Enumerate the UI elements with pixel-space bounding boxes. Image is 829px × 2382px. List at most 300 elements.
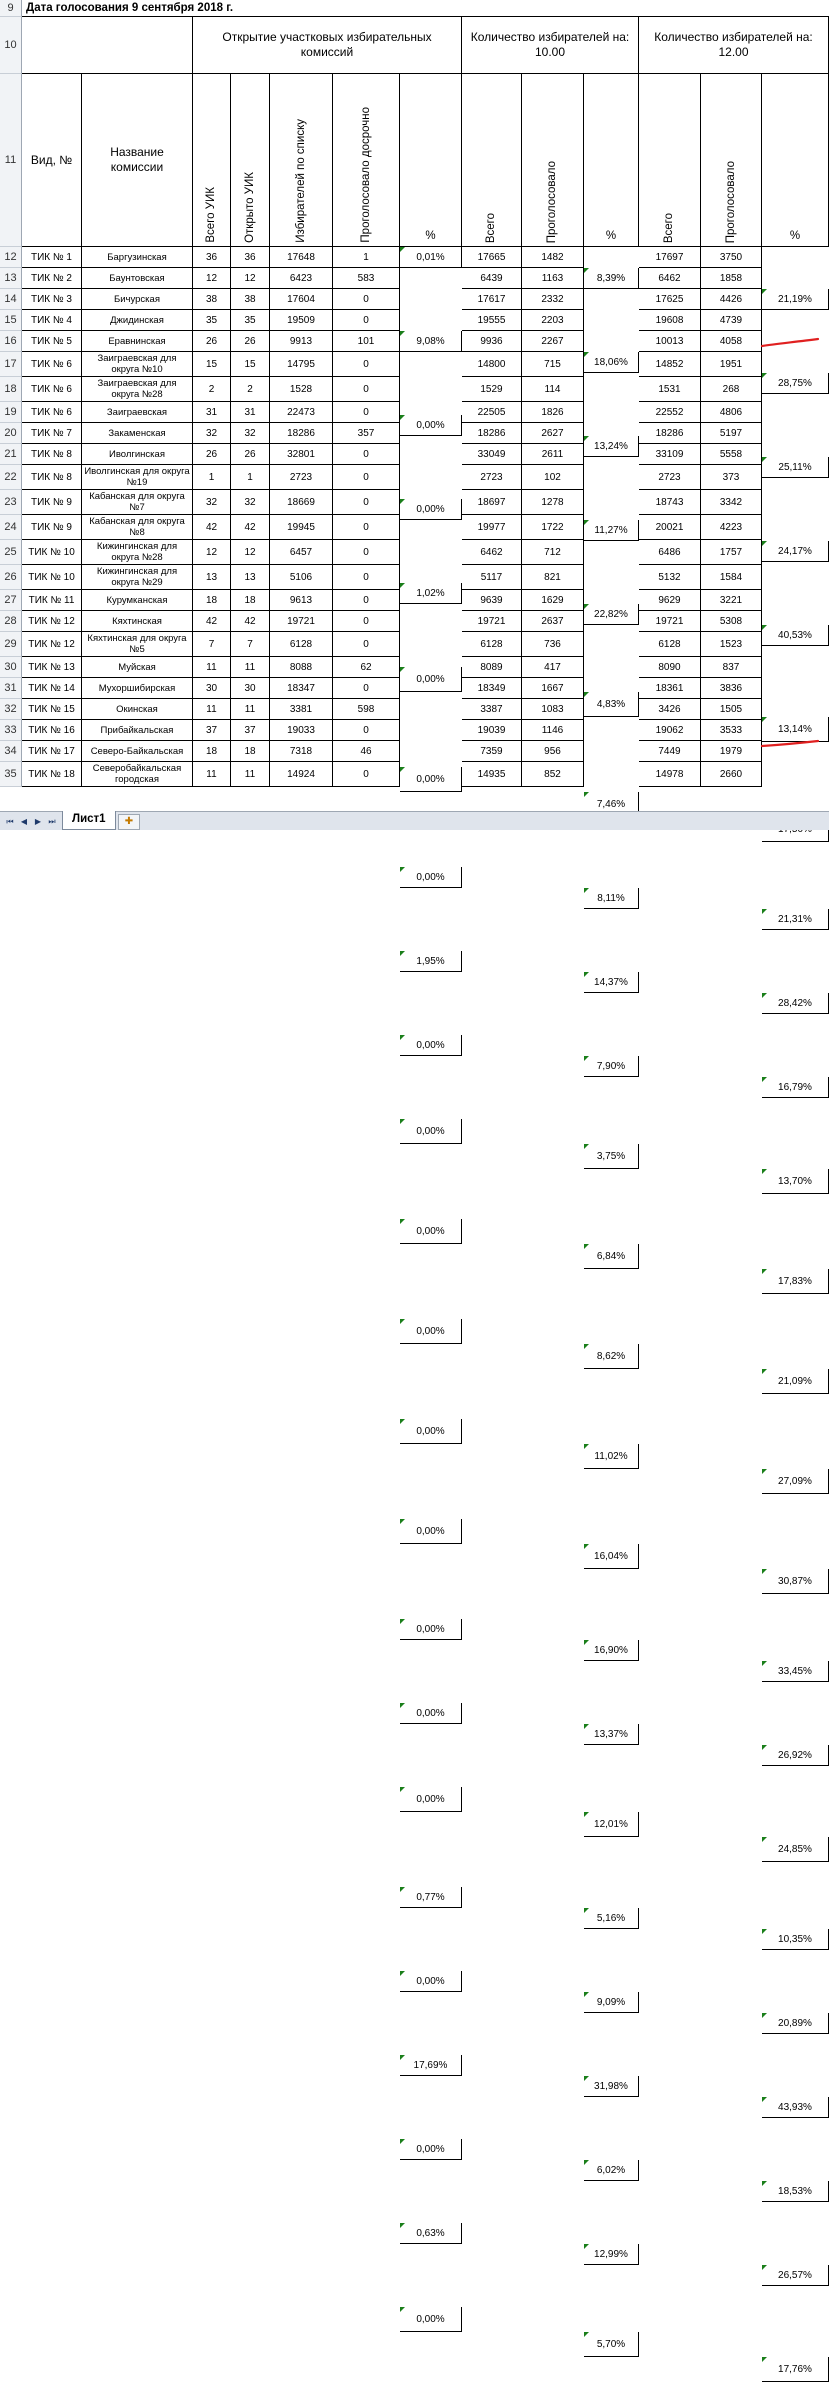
- cell-value[interactable]: 373: [701, 465, 762, 490]
- cell-value[interactable]: 19062: [639, 720, 701, 741]
- cell-value[interactable]: 19608: [639, 310, 701, 331]
- cell-name[interactable]: Кабанская для округа №7: [82, 490, 193, 515]
- new-sheet-icon[interactable]: ✚: [118, 814, 140, 830]
- cell-vid[interactable]: ТИК № 6: [22, 377, 82, 402]
- cell-value[interactable]: 17625: [639, 289, 701, 310]
- cell-value[interactable]: 19721: [462, 611, 522, 632]
- cell-value[interactable]: 17697: [639, 247, 701, 268]
- cell-value[interactable]: 0,00%: [400, 1419, 462, 1444]
- cell-value[interactable]: 7449: [639, 741, 701, 762]
- cell-value[interactable]: 8,62%: [584, 1344, 639, 1369]
- cell-value[interactable]: 1083: [522, 699, 584, 720]
- cell-value[interactable]: 0: [333, 611, 400, 632]
- cell-value[interactable]: 11: [193, 699, 231, 720]
- cell-value[interactable]: 0,00%: [400, 1035, 462, 1056]
- cell-value[interactable]: 42: [193, 611, 231, 632]
- cell-value[interactable]: 42: [231, 611, 270, 632]
- cell-value[interactable]: 17648: [270, 247, 333, 268]
- cell-value[interactable]: 9639: [462, 590, 522, 611]
- cell-value[interactable]: 2660: [701, 762, 762, 787]
- cell-value[interactable]: 6,02%: [584, 2160, 639, 2181]
- cell-vid[interactable]: ТИК № 12: [22, 611, 82, 632]
- cell-value[interactable]: 3,75%: [584, 1144, 639, 1169]
- cell-value[interactable]: 33049: [462, 444, 522, 465]
- cell-value[interactable]: 1146: [522, 720, 584, 741]
- header-col-12-pct[interactable]: %: [762, 74, 829, 247]
- cell-name[interactable]: Бичурская: [82, 289, 193, 310]
- cell-value[interactable]: 114: [522, 377, 584, 402]
- header-col-12-total[interactable]: [639, 74, 701, 247]
- cell-value[interactable]: 6,84%: [584, 1244, 639, 1269]
- cell-value[interactable]: 0,00%: [400, 767, 462, 792]
- cell-value[interactable]: 5106: [270, 565, 333, 590]
- cell-value[interactable]: 0,00%: [400, 1519, 462, 1544]
- cell-value[interactable]: 10013: [639, 331, 701, 352]
- cell-value[interactable]: 3221: [701, 590, 762, 611]
- cell-value[interactable]: 1979: [701, 741, 762, 762]
- cell-value[interactable]: 3533: [701, 720, 762, 741]
- cell-value[interactable]: 11,27%: [584, 520, 639, 541]
- cell-value[interactable]: 18286: [270, 423, 333, 444]
- cell-value[interactable]: 18,06%: [584, 352, 639, 373]
- cell-value[interactable]: 1523: [701, 632, 762, 657]
- cell-value[interactable]: 18286: [462, 423, 522, 444]
- cell-value[interactable]: 1584: [701, 565, 762, 590]
- row-header[interactable]: 28: [0, 611, 22, 632]
- cell-name[interactable]: Кабанская для округа №8: [82, 515, 193, 540]
- cell-value[interactable]: 0,00%: [400, 1219, 462, 1244]
- cell-value[interactable]: 1858: [701, 268, 762, 289]
- cell-value[interactable]: 3342: [701, 490, 762, 515]
- cell-value[interactable]: 27,09%: [762, 1469, 829, 1494]
- cell-name[interactable]: Северо-Байкальская: [82, 741, 193, 762]
- cell-value[interactable]: 3387: [462, 699, 522, 720]
- cell-vid[interactable]: ТИК № 9: [22, 490, 82, 515]
- cell-name[interactable]: Заиграевская: [82, 402, 193, 423]
- cell-value[interactable]: 20021: [639, 515, 701, 540]
- cell-value[interactable]: 6423: [270, 268, 333, 289]
- cell-value[interactable]: 0,00%: [400, 1319, 462, 1344]
- cell-value[interactable]: 12: [193, 268, 231, 289]
- cell-value[interactable]: 1722: [522, 515, 584, 540]
- header-col-open-uik[interactable]: [231, 74, 270, 247]
- cell-value[interactable]: 31,98%: [584, 2076, 639, 2097]
- cell-vid[interactable]: ТИК № 5: [22, 331, 82, 352]
- cell-value[interactable]: 11: [231, 762, 270, 787]
- cell-value[interactable]: 821: [522, 565, 584, 590]
- cell-value[interactable]: 417: [522, 657, 584, 678]
- cell-value[interactable]: 32801: [270, 444, 333, 465]
- cell-name[interactable]: Северобайкальская городская: [82, 762, 193, 787]
- cell-value[interactable]: 17665: [462, 247, 522, 268]
- row-header[interactable]: 26: [0, 565, 22, 590]
- cell-value[interactable]: 30,87%: [762, 1569, 829, 1594]
- cell-value[interactable]: 2611: [522, 444, 584, 465]
- cell-value[interactable]: 13: [193, 565, 231, 590]
- row-header[interactable]: 20: [0, 423, 22, 444]
- cell-value[interactable]: 32: [193, 490, 231, 515]
- sheet-tab-list1[interactable]: Лист1: [62, 811, 116, 830]
- cell-value[interactable]: 0: [333, 352, 400, 377]
- cell-value[interactable]: 0: [333, 678, 400, 699]
- cell-value[interactable]: 32: [231, 490, 270, 515]
- cell-value[interactable]: 9936: [462, 331, 522, 352]
- cell-value[interactable]: 22552: [639, 402, 701, 423]
- cell-value[interactable]: 38: [231, 289, 270, 310]
- cell-value[interactable]: 18349: [462, 678, 522, 699]
- header-col-10-total[interactable]: [462, 74, 522, 247]
- cell-name[interactable]: Иволгинская для округа №19: [82, 465, 193, 490]
- cell-value[interactable]: 3426: [639, 699, 701, 720]
- cell-value[interactable]: 32: [231, 423, 270, 444]
- cell-value[interactable]: 35: [193, 310, 231, 331]
- cell-name[interactable]: Кяхтинская для округа №5: [82, 632, 193, 657]
- cell-value[interactable]: 8089: [462, 657, 522, 678]
- cell-value[interactable]: 837: [701, 657, 762, 678]
- cell-value[interactable]: 0,00%: [400, 1703, 462, 1724]
- cell-vid[interactable]: ТИК № 9: [22, 515, 82, 540]
- cell-value[interactable]: 28,42%: [762, 993, 829, 1014]
- cell-value[interactable]: 712: [522, 540, 584, 565]
- cell-value[interactable]: 6486: [639, 540, 701, 565]
- cell-name[interactable]: Кяхтинская: [82, 611, 193, 632]
- cell-value[interactable]: 14,37%: [584, 972, 639, 993]
- cell-value[interactable]: 18,53%: [762, 2181, 829, 2202]
- cell-value[interactable]: 21,19%: [762, 289, 829, 310]
- cell-value[interactable]: 38: [193, 289, 231, 310]
- row-header[interactable]: 11: [0, 74, 22, 247]
- cell-value[interactable]: 36: [193, 247, 231, 268]
- cell-vid[interactable]: ТИК № 14: [22, 678, 82, 699]
- cell-value[interactable]: 3836: [701, 678, 762, 699]
- cell-value[interactable]: 42: [193, 515, 231, 540]
- cell-value[interactable]: 33109: [639, 444, 701, 465]
- cell-name[interactable]: Баргузинская: [82, 247, 193, 268]
- cell-value[interactable]: 11: [231, 657, 270, 678]
- cell-value[interactable]: 1757: [701, 540, 762, 565]
- row-header[interactable]: 12: [0, 247, 22, 268]
- cell-value[interactable]: 0: [333, 444, 400, 465]
- row-header[interactable]: 29: [0, 632, 22, 657]
- cell-value[interactable]: 2723: [639, 465, 701, 490]
- cell-name[interactable]: Кижингинская для округа №29: [82, 565, 193, 590]
- cell-name[interactable]: Иволгинская: [82, 444, 193, 465]
- cell-vid[interactable]: ТИК № 16: [22, 720, 82, 741]
- cell-value[interactable]: 2723: [462, 465, 522, 490]
- cell-value[interactable]: 17,69%: [400, 2055, 462, 2076]
- cell-value[interactable]: 13,37%: [584, 1724, 639, 1745]
- next-sheet-icon[interactable]: ▶: [34, 817, 42, 826]
- cell-value[interactable]: 102: [522, 465, 584, 490]
- cell-value[interactable]: 5558: [701, 444, 762, 465]
- cell-value[interactable]: 3750: [701, 247, 762, 268]
- cell-value[interactable]: 1528: [270, 377, 333, 402]
- cell-vid[interactable]: ТИК № 7: [22, 423, 82, 444]
- cell-value[interactable]: 1: [231, 465, 270, 490]
- cell-value[interactable]: 1531: [639, 377, 701, 402]
- cell-value[interactable]: 101: [333, 331, 400, 352]
- cell-value[interactable]: 1505: [701, 699, 762, 720]
- cell-value[interactable]: 2637: [522, 611, 584, 632]
- cell-value[interactable]: 6128: [462, 632, 522, 657]
- cell-value[interactable]: 46: [333, 741, 400, 762]
- cell-value[interactable]: 2627: [522, 423, 584, 444]
- cell-value[interactable]: 16,90%: [584, 1640, 639, 1661]
- row-header[interactable]: 10: [0, 17, 22, 74]
- cell-value[interactable]: 14935: [462, 762, 522, 787]
- cell-value[interactable]: 0,00%: [400, 667, 462, 692]
- cell-value[interactable]: 268: [701, 377, 762, 402]
- cell-value[interactable]: 31: [231, 402, 270, 423]
- row-header[interactable]: 27: [0, 590, 22, 611]
- cell-value[interactable]: 852: [522, 762, 584, 787]
- cell-value[interactable]: 25,11%: [762, 457, 829, 478]
- cell-value[interactable]: 1951: [701, 352, 762, 377]
- cell-value[interactable]: 598: [333, 699, 400, 720]
- cell-value[interactable]: 7,46%: [584, 792, 639, 817]
- cell-value[interactable]: 19555: [462, 310, 522, 331]
- cell-value[interactable]: 18669: [270, 490, 333, 515]
- cell-value[interactable]: 0,00%: [400, 1619, 462, 1640]
- row-header[interactable]: 15: [0, 310, 22, 331]
- cell-value[interactable]: 583: [333, 268, 400, 289]
- cell-value[interactable]: 736: [522, 632, 584, 657]
- cell-value[interactable]: 11: [231, 699, 270, 720]
- cell-value[interactable]: 0,00%: [400, 1119, 462, 1144]
- cell-vid[interactable]: ТИК № 1: [22, 247, 82, 268]
- cell-value[interactable]: 6462: [639, 268, 701, 289]
- cell-value[interactable]: 9629: [639, 590, 701, 611]
- cell-value[interactable]: 26,57%: [762, 2265, 829, 2286]
- cell-value[interactable]: 19721: [270, 611, 333, 632]
- cell-value[interactable]: 35: [231, 310, 270, 331]
- cell-vid[interactable]: ТИК № 2: [22, 268, 82, 289]
- last-sheet-icon[interactable]: ⏭: [48, 816, 56, 826]
- header-group-12[interactable]: Количество избирателей на: 12.00: [639, 17, 829, 74]
- cell-value[interactable]: 19945: [270, 515, 333, 540]
- cell-value[interactable]: 0,01%: [400, 247, 462, 268]
- cell-value[interactable]: 6128: [639, 632, 701, 657]
- cell-value[interactable]: 24,85%: [762, 1837, 829, 1862]
- cell-value[interactable]: 1826: [522, 402, 584, 423]
- cell-value[interactable]: 33,45%: [762, 1661, 829, 1682]
- cell-value[interactable]: 20,89%: [762, 2013, 829, 2034]
- cell-vid[interactable]: ТИК № 10: [22, 565, 82, 590]
- cell-value[interactable]: 6462: [462, 540, 522, 565]
- cell-value[interactable]: 22473: [270, 402, 333, 423]
- cell-value[interactable]: 18347: [270, 678, 333, 699]
- cell-vid[interactable]: ТИК № 8: [22, 465, 82, 490]
- cell-value[interactable]: 4,83%: [584, 692, 639, 717]
- cell-value[interactable]: 18743: [639, 490, 701, 515]
- cell-value[interactable]: 1,02%: [400, 583, 462, 604]
- header-col-12-voted[interactable]: [701, 74, 762, 247]
- header-col-early[interactable]: [333, 74, 400, 247]
- row-header[interactable]: 34: [0, 741, 22, 762]
- cell-value[interactable]: 18286: [639, 423, 701, 444]
- cell-value[interactable]: 715: [522, 352, 584, 377]
- cell-value[interactable]: 14924: [270, 762, 333, 787]
- cell-value[interactable]: 31: [193, 402, 231, 423]
- cell-value[interactable]: 15: [193, 352, 231, 377]
- header-col-pct[interactable]: %: [400, 74, 462, 247]
- row-header[interactable]: 23: [0, 490, 22, 515]
- cell-value[interactable]: 1: [193, 465, 231, 490]
- row-header[interactable]: 13: [0, 268, 22, 289]
- cell-value[interactable]: 43,93%: [762, 2097, 829, 2118]
- cell-name[interactable]: Еравнинская: [82, 331, 193, 352]
- cell-value[interactable]: 4806: [701, 402, 762, 423]
- cell-value[interactable]: 21,09%: [762, 1369, 829, 1394]
- cell-vid[interactable]: ТИК № 15: [22, 699, 82, 720]
- cell-value[interactable]: 9,09%: [584, 1992, 639, 2013]
- cell-value[interactable]: 6439: [462, 268, 522, 289]
- cell-value[interactable]: 32: [193, 423, 231, 444]
- cell-value[interactable]: 4058: [701, 331, 762, 352]
- cell-value[interactable]: 22505: [462, 402, 522, 423]
- cell-value[interactable]: 5,70%: [584, 2332, 639, 2357]
- cell-value[interactable]: 5197: [701, 423, 762, 444]
- cell-value[interactable]: 0: [333, 632, 400, 657]
- row-header[interactable]: 35: [0, 762, 22, 787]
- cell-value[interactable]: 12: [193, 540, 231, 565]
- cell-value[interactable]: 37: [231, 720, 270, 741]
- cell-value[interactable]: 18: [231, 590, 270, 611]
- cell-value[interactable]: 0: [333, 402, 400, 423]
- cell-name[interactable]: Прибайкальская: [82, 720, 193, 741]
- cell-value[interactable]: 18697: [462, 490, 522, 515]
- cell-value[interactable]: 30: [193, 678, 231, 699]
- cell-vid[interactable]: ТИК № 4: [22, 310, 82, 331]
- cell-value[interactable]: 42: [231, 515, 270, 540]
- cell-value[interactable]: 0: [333, 289, 400, 310]
- cell-vid[interactable]: ТИК № 6: [22, 352, 82, 377]
- cell-value[interactable]: 2723: [270, 465, 333, 490]
- cell-value[interactable]: 14795: [270, 352, 333, 377]
- cell-value[interactable]: 12,01%: [584, 1812, 639, 1837]
- cell-value[interactable]: 26: [193, 331, 231, 352]
- cell-value[interactable]: 0: [333, 540, 400, 565]
- cell-value[interactable]: 16,79%: [762, 1077, 829, 1098]
- header-col-10-voted[interactable]: [522, 74, 584, 247]
- cell-value[interactable]: 19977: [462, 515, 522, 540]
- cell-value[interactable]: 14852: [639, 352, 701, 377]
- cell-value[interactable]: 5308: [701, 611, 762, 632]
- cell-value[interactable]: 1,95%: [400, 951, 462, 972]
- cell-value[interactable]: 0: [333, 762, 400, 787]
- cell-value[interactable]: 9613: [270, 590, 333, 611]
- row-header[interactable]: 21: [0, 444, 22, 465]
- cell-value[interactable]: 1482: [522, 247, 584, 268]
- cell-vid[interactable]: ТИК № 18: [22, 762, 82, 787]
- cell-vid[interactable]: ТИК № 11: [22, 590, 82, 611]
- cell-name[interactable]: Окинская: [82, 699, 193, 720]
- row-header[interactable]: 22: [0, 465, 22, 490]
- cell-value[interactable]: 0,00%: [400, 499, 462, 520]
- cell-value[interactable]: 1163: [522, 268, 584, 289]
- cell-value[interactable]: 0: [333, 590, 400, 611]
- cell-value[interactable]: 26: [193, 444, 231, 465]
- cell-vid[interactable]: ТИК № 3: [22, 289, 82, 310]
- cell-vid[interactable]: ТИК № 8: [22, 444, 82, 465]
- cell-value[interactable]: 17604: [270, 289, 333, 310]
- row-header[interactable]: 32: [0, 699, 22, 720]
- cell-value[interactable]: 956: [522, 741, 584, 762]
- cell-value[interactable]: 1629: [522, 590, 584, 611]
- cell-value[interactable]: 1529: [462, 377, 522, 402]
- cell-value[interactable]: 16,04%: [584, 1544, 639, 1569]
- cell-value[interactable]: 26: [231, 331, 270, 352]
- cell-value[interactable]: 5,16%: [584, 1908, 639, 1929]
- row-header[interactable]: 19: [0, 402, 22, 423]
- cell-value[interactable]: 2: [231, 377, 270, 402]
- cell-name[interactable]: Кижингинская для округа №28: [82, 540, 193, 565]
- cell-value[interactable]: 18361: [639, 678, 701, 699]
- cell-value[interactable]: 11: [193, 762, 231, 787]
- cell-value[interactable]: 0,00%: [400, 2139, 462, 2160]
- cell-value[interactable]: 2332: [522, 289, 584, 310]
- cell-value[interactable]: 19721: [639, 611, 701, 632]
- cell-value[interactable]: 0: [333, 465, 400, 490]
- cell-value[interactable]: 18: [193, 590, 231, 611]
- cell-value[interactable]: 7: [231, 632, 270, 657]
- cell-value[interactable]: 13,70%: [762, 1169, 829, 1194]
- row-header[interactable]: 31: [0, 678, 22, 699]
- cell-value[interactable]: 4739: [701, 310, 762, 331]
- cell-name[interactable]: Закаменская: [82, 423, 193, 444]
- cell-value[interactable]: 0: [333, 377, 400, 402]
- cell-value[interactable]: 17,83%: [762, 1269, 829, 1294]
- cell-value[interactable]: 0,00%: [400, 1787, 462, 1812]
- cell-value[interactable]: 13: [231, 565, 270, 590]
- row-header[interactable]: 33: [0, 720, 22, 741]
- row-header[interactable]: 24: [0, 515, 22, 540]
- cell-value[interactable]: 5117: [462, 565, 522, 590]
- header-group-10[interactable]: Количество избирателей на: 10.00: [462, 17, 639, 74]
- header-vid[interactable]: Вид, №: [22, 74, 82, 247]
- cell-value[interactable]: 40,53%: [762, 625, 829, 646]
- empty-cell[interactable]: [22, 17, 193, 74]
- cell-value[interactable]: 8,11%: [584, 888, 639, 909]
- row-header[interactable]: 30: [0, 657, 22, 678]
- header-col-total-uik[interactable]: [193, 74, 231, 247]
- cell-value[interactable]: 6128: [270, 632, 333, 657]
- prev-sheet-icon[interactable]: ◀: [20, 817, 28, 826]
- cell-value[interactable]: 19033: [270, 720, 333, 741]
- cell-value[interactable]: 0,00%: [400, 1971, 462, 1992]
- cell-value[interactable]: 12: [231, 268, 270, 289]
- cell-value[interactable]: 15: [231, 352, 270, 377]
- cell-value[interactable]: 0,77%: [400, 1887, 462, 1908]
- row-header[interactable]: 18: [0, 377, 22, 402]
- header-group-opening[interactable]: Открытие участковых избирательных комиссий: [193, 17, 462, 74]
- cell-name[interactable]: Курумканская: [82, 590, 193, 611]
- cell-value[interactable]: 11,02%: [584, 1444, 639, 1469]
- row-header[interactable]: 17: [0, 352, 22, 377]
- cell-value[interactable]: 1278: [522, 490, 584, 515]
- cell-name[interactable]: Джидинская: [82, 310, 193, 331]
- cell-value[interactable]: 7,90%: [584, 1056, 639, 1077]
- cell-value[interactable]: 4426: [701, 289, 762, 310]
- cell-value[interactable]: 14800: [462, 352, 522, 377]
- cell-value[interactable]: 7318: [270, 741, 333, 762]
- cell-value[interactable]: 7: [193, 632, 231, 657]
- row-header[interactable]: 16: [0, 331, 22, 352]
- cell-value[interactable]: 19509: [270, 310, 333, 331]
- cell-value[interactable]: 17617: [462, 289, 522, 310]
- cell-value[interactable]: 12,99%: [584, 2244, 639, 2265]
- first-sheet-icon[interactable]: ⏮: [6, 816, 14, 826]
